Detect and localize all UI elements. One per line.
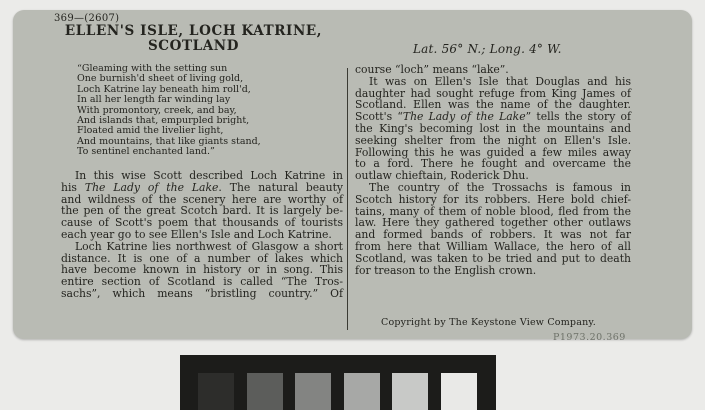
text-line: have become known in history or in song. This [61, 263, 343, 277]
text-line: In this wise Scott described Loch Katrine in [75, 169, 343, 182]
text-line: his The Lady of the Lake. The natural beauty [61, 180, 344, 194]
gray-swatch [198, 373, 234, 410]
poem-quote [77, 64, 261, 158]
column-divider [347, 68, 348, 330]
poem-line: Floated amid the livelier light, [77, 125, 224, 137]
text-line: and formed bands of robbers. It was not far [355, 228, 631, 242]
text-line: the pen of the great Scotch bard. It is largely be- [61, 204, 343, 218]
text-line: course “loch” means “lake”. [355, 63, 509, 76]
description-left-column [61, 170, 343, 300]
text-line: each year go to see Ellen's Isle and Loch Katrine. [61, 227, 332, 241]
poem-line: In all her length far winding lay [77, 94, 231, 106]
text-line: to a ford. There he fought and overcame the [355, 157, 631, 171]
text-line: Scotland, was taken to be tried and put to death [355, 251, 631, 265]
gray-swatch [392, 373, 428, 410]
text-line: outlaw chieftain, Roderick Dhu. [355, 169, 529, 183]
text-line: for treason to the English crown. [355, 263, 537, 277]
text-line: Scott's “The Lady of the Lake” tells the story of [355, 110, 631, 124]
poem-line: To sentinel enchanted land.” [77, 146, 215, 158]
text-line: Following this he was guided a few miles away [355, 145, 631, 159]
accession-number: P1973.20.369 [553, 332, 626, 343]
text-line: cause of Scott's poem that thousands of tourists [61, 216, 343, 230]
poem-line: One burnish'd sheet of living gold, [77, 73, 244, 85]
gray-swatch [295, 373, 331, 410]
color-target-strip [180, 355, 496, 410]
text-line: daughter had sought refuge from King James of [355, 86, 631, 100]
text-line: distance. It is one of a number of lakes which [61, 251, 343, 265]
text-line: from here that William Wallace, the hero of all [355, 239, 631, 253]
card-title-line: ELLEN'S ISLE, LOCH KATRINE, [64, 23, 323, 39]
text-line: law. Here they gathered together other outlaws [355, 216, 631, 230]
gray-swatch [344, 373, 380, 410]
text-line: It was on Ellen's Isle that Douglas and his [369, 74, 631, 88]
description-right-column [355, 64, 631, 276]
poem-line: And islands that, empurpled bright, [77, 115, 250, 127]
card-title-line: SCOTLAND [147, 38, 240, 54]
text-line: The country of the Trossachs is famous in [369, 180, 631, 194]
text-line: seeking shelter from the night on Ellen's Isle. [355, 133, 631, 147]
card-title [61, 24, 326, 54]
gray-swatch [441, 373, 477, 410]
text-line: entire section of Scotland is called “The Tros- [61, 275, 343, 289]
text-line: Scotch history for its robbers. Here bold chief- [355, 192, 631, 206]
poem-line: And mountains, that like giants stand, [77, 135, 261, 147]
text-line: Loch Katrine lies northwest of Glasgow a short [75, 239, 343, 253]
text-line: tains, many of them of noble blood, fled from the [355, 204, 631, 218]
text-line: sachs”, which means “bristling country.” Of [61, 286, 343, 300]
text-line: the King's becoming lost in the mountains and [355, 121, 631, 135]
poem-line: “Gleaming with the setting sun [77, 63, 228, 74]
text-line: Scotland. Ellen was the name of the daughter. [355, 98, 631, 112]
gray-swatch [247, 373, 283, 410]
lat-long: Lat. 56° N.; Long. 4° W. [413, 42, 562, 56]
poem-line: Loch Katrine lay beneath him roll'd, [77, 83, 251, 95]
stereograph-card-back [13, 10, 692, 343]
text-line: and wildness of the scenery here are worthy of [61, 192, 343, 206]
copyright-line: Copyright by The Keystone View Company. [381, 317, 596, 328]
poem-line: With promontory, creek, and bay, [77, 104, 237, 116]
catalog-number: 369—(2607) [54, 13, 120, 24]
